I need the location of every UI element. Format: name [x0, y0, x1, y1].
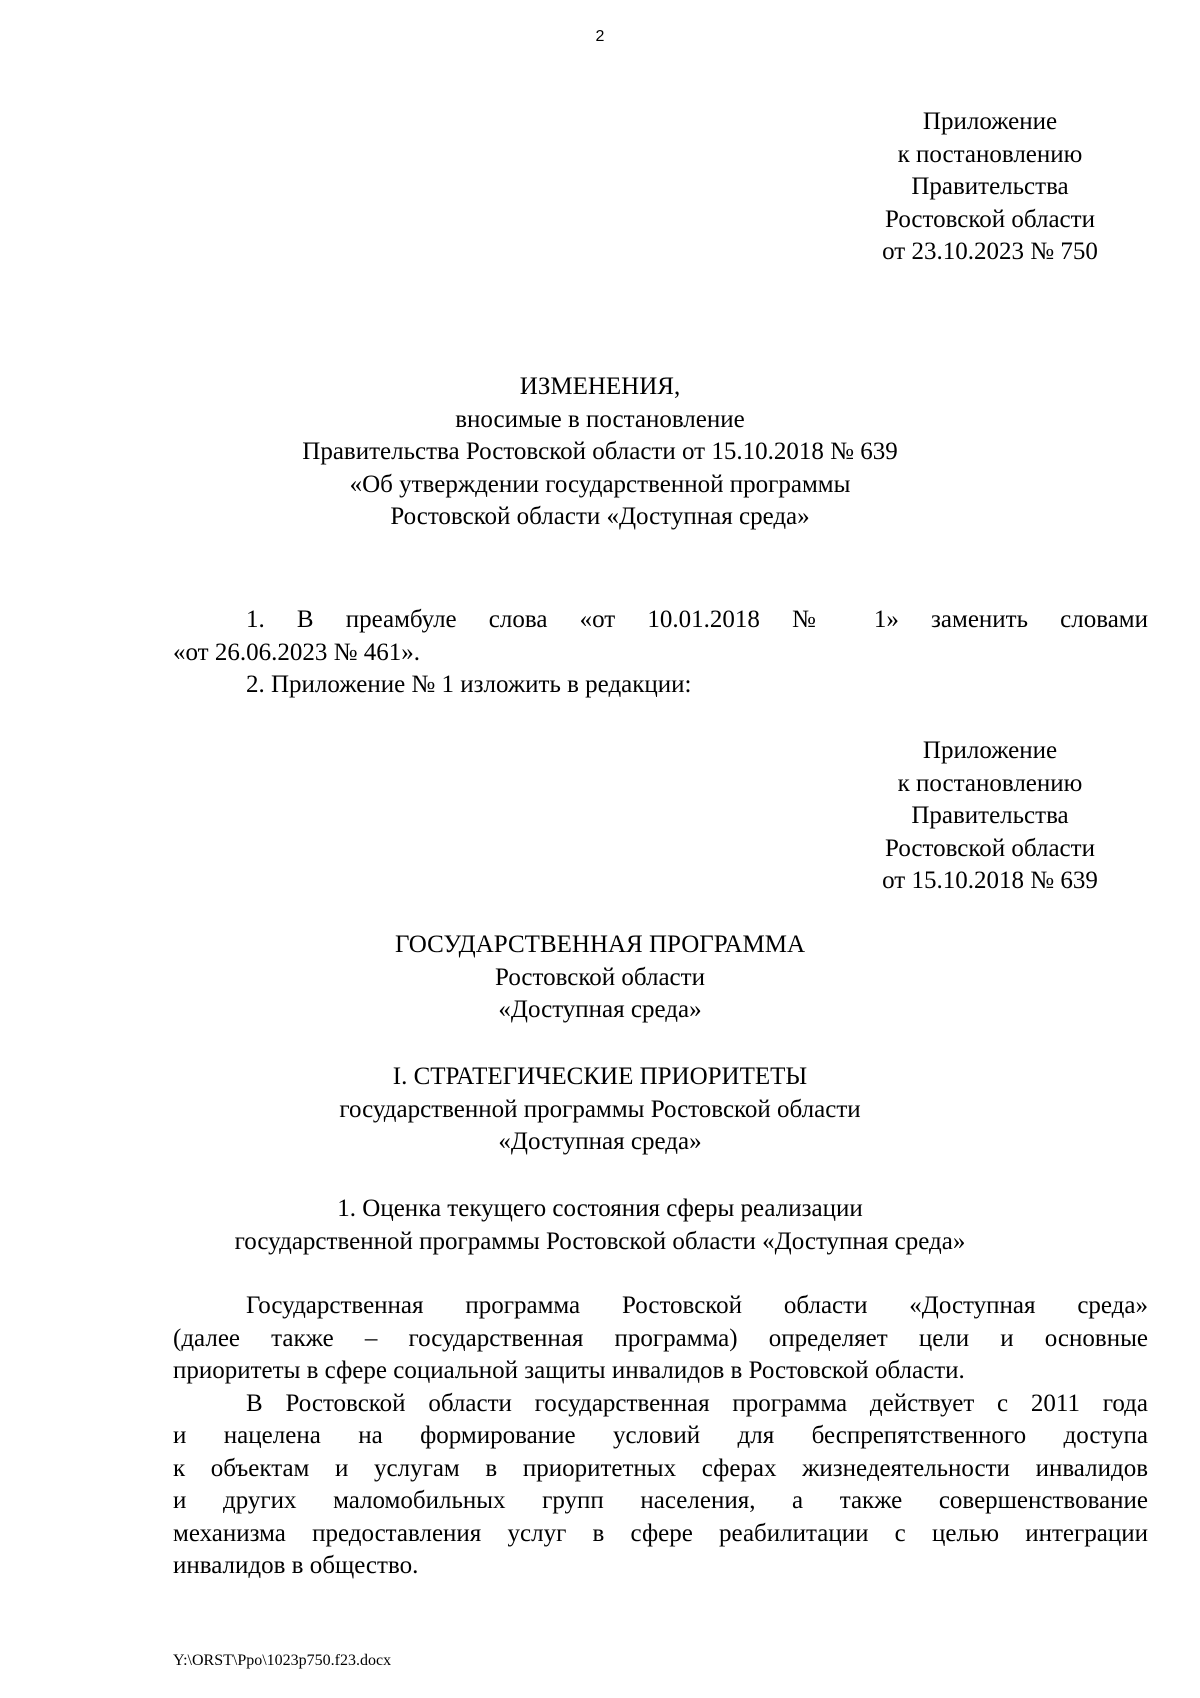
section-title-line: «Доступная среда»: [498, 1128, 702, 1155]
amendment-item-2: [173, 669, 1148, 702]
paragraph-line: приоритеты в сфере социальной защиты инвалидов в Ростовской области.: [173, 1357, 965, 1384]
amendment-item-1-line: 1. В преамбуле слова «от 10.01.2018 № 1» заменить словами: [246, 606, 1148, 633]
appendix-line: от 15.10.2018 № 639: [882, 867, 1098, 894]
paragraph-2-cont: [173, 1420, 1148, 1583]
changes-title: [0, 371, 1200, 534]
changes-title-line: «Об утверждении государственной программы: [349, 470, 851, 498]
paragraph-line: В Ростовской области государственная программа действует с 2011 года: [246, 1389, 1148, 1417]
paragraph-2: [173, 1388, 1148, 1421]
appendix-line: Приложение: [922, 737, 1058, 764]
changes-title-line: Ростовской области «Доступная среда»: [390, 503, 810, 530]
appendix-line: Приложение: [922, 108, 1058, 135]
amendment-item-1-line: «от 26.06.2023 № 461».: [173, 638, 420, 666]
section-title-line: государственной программы Ростовской области: [339, 1095, 861, 1123]
subsection-title: [0, 1193, 1200, 1258]
appendix-header-top: [770, 106, 1200, 269]
subsection-title-line: государственной программы Ростовской области «Доступная среда»: [234, 1227, 966, 1255]
section-title: [0, 1061, 1200, 1159]
changes-title-line: ИЗМЕНЕНИЯ,: [519, 373, 681, 400]
paragraph-1-cont: [173, 1323, 1148, 1388]
appendix-line: к постановлению: [897, 769, 1083, 797]
paragraph-line: и других маломобильных групп населения, а также совершенствование: [173, 1487, 1148, 1514]
subsection-title-line: 1. Оценка текущего состояния сферы реализации: [337, 1195, 863, 1222]
paragraph-line: инвалидов в общество.: [173, 1552, 419, 1579]
paragraph-line: к объектам и услугам в приоритетных сферах жизнедеятельности инвалидов: [173, 1454, 1148, 1482]
section-title-line: I. СТРАТЕГИЧЕСКИЕ ПРИОРИТЕТЫ: [392, 1063, 808, 1090]
file-path-footer: Y:\ORST\Ppo\1023p750.f23.docx: [173, 1652, 392, 1669]
appendix-header-second: [770, 735, 1200, 898]
appendix-line: Ростовской области: [885, 205, 1095, 233]
paragraph-line: Государственная программа Ростовской области «Доступная среда»: [246, 1292, 1148, 1319]
paragraph-1: [173, 1290, 1148, 1323]
appendix-line: Правительства: [911, 173, 1069, 200]
program-title-line: «Доступная среда»: [498, 996, 702, 1023]
amendment-item-1-cont: [173, 637, 1148, 670]
program-title-line: ГОСУДАРСТВЕННАЯ ПРОГРАММА: [394, 931, 806, 958]
amendment-items: [173, 604, 1148, 702]
amendment-item-2-line: 2. Приложение № 1 изложить в редакции:: [246, 671, 692, 698]
appendix-line: от 23.10.2023 № 750: [882, 238, 1098, 265]
page-number: 2: [595, 28, 605, 45]
paragraph-line: и нацелена на формирование условий для беспрепятственного доступа: [173, 1422, 1148, 1449]
paragraph-line: (далее также – государственная программа) определяет цели и основные: [173, 1324, 1148, 1352]
changes-title-line: вносимые в постановление: [455, 405, 745, 433]
paragraph-line: механизма предоставления услуг в сфере реабилитации с целью интеграции: [173, 1519, 1148, 1547]
appendix-line: к постановлению: [897, 140, 1083, 168]
changes-title-line: Правительства Ростовской области от 15.10.2018 № 639: [302, 438, 898, 465]
body-text: [173, 1290, 1148, 1583]
appendix-line: Правительства: [911, 802, 1069, 829]
program-title: [0, 929, 1200, 1027]
amendment-item-1: [173, 604, 1148, 637]
appendix-line: Ростовской области: [885, 834, 1095, 862]
program-title-line: Ростовской области: [495, 963, 705, 991]
